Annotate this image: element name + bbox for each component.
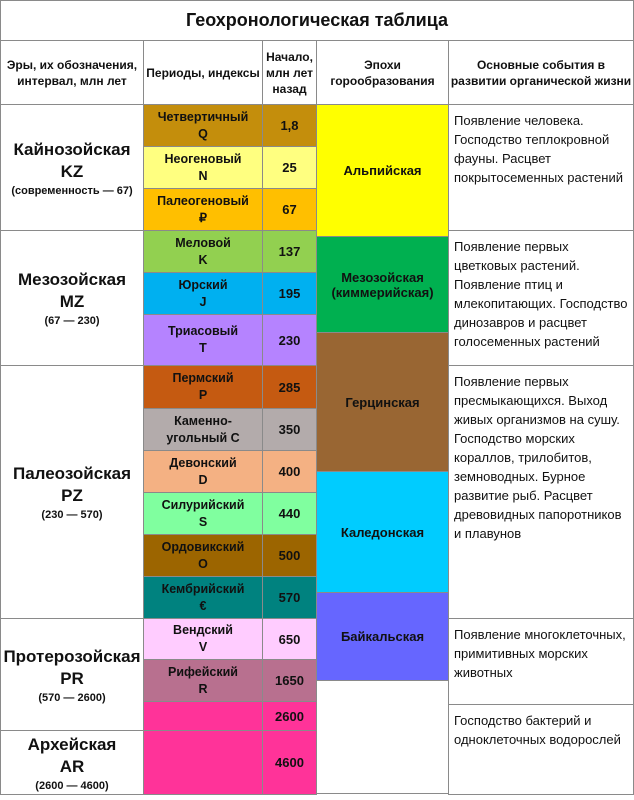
era-name: Палеозойская (12, 464, 132, 483)
period-name: Девонский (169, 455, 237, 470)
orogeny-epoch (316, 104, 449, 237)
period-start: 500 (262, 534, 317, 577)
epoch-name: Альпийская (343, 163, 422, 178)
era-code: AR (59, 756, 85, 776)
period-start: 1,8 (262, 104, 317, 147)
period-index: угольный C (166, 430, 240, 445)
epoch-name: Мезозойская (киммерийская) (331, 269, 434, 300)
events-cell: Появление человека. Господство теплокровной фауны. Расцвет покрытосеменных растений (448, 104, 634, 231)
period-cell (143, 659, 263, 702)
period-cell (143, 146, 263, 189)
period-name: Пермский (172, 371, 234, 385)
period-name: Силурийский (161, 497, 245, 512)
period-index: J (199, 294, 207, 309)
orogeny-epoch (316, 332, 449, 472)
period-start: 4600 (262, 730, 317, 795)
header-start: Начало, млн лет назад (262, 40, 317, 105)
period-index: O (198, 556, 208, 571)
period-start: 285 (262, 365, 317, 409)
era-name: Протерозойская (3, 646, 141, 666)
period-cell (143, 730, 263, 795)
period-cell (143, 104, 263, 147)
period-cell (143, 314, 263, 366)
era-code: MZ (59, 292, 85, 311)
period-cell (143, 576, 263, 619)
period-cell (143, 365, 263, 409)
header-epochs: Эпохи горообразования (316, 40, 449, 105)
events-cell: Появление первых цветковых растений. Появление птиц и млекопитающих. Господство динозавров и расцвет голосеменных растений (448, 230, 634, 366)
period-start: 230 (262, 314, 317, 366)
era-range: (современность — 67) (11, 184, 133, 197)
era-range: (2600 — 4600) (35, 779, 109, 792)
period-index: S (198, 514, 208, 529)
period-cell (143, 534, 263, 577)
epoch-name: Герцинская (345, 394, 420, 410)
period-index: T (199, 341, 207, 355)
era-code: PR (60, 668, 84, 688)
empty-epoch-cell (316, 680, 449, 794)
period-name: Четвертичный (157, 109, 249, 124)
period-cell (143, 492, 263, 535)
period-name: Палеогеновый (157, 193, 249, 208)
period-name: Кембрийский (161, 581, 245, 596)
period-name: Каменно- (174, 413, 232, 428)
era-range: (570 — 2600) (38, 691, 106, 704)
era-name: Кайнозойская (13, 139, 131, 159)
period-cell (143, 618, 263, 660)
period-start: 570 (262, 576, 317, 619)
events-cell: Появление многоклеточных, примитивных морских животных (448, 618, 634, 705)
events-cell: Появление первых пресмыкающихся. Выход живых организмов на сушу. Господство морских кораллов, трилобитов, земноводных. Бурное развитие рыб. Расцвет древовидных папоротников и плавунов (448, 365, 634, 619)
period-name: Неогеновый (164, 151, 242, 166)
period-start: 1650 (262, 659, 317, 702)
period-start: 350 (262, 408, 317, 451)
period-name: Юрский (178, 277, 228, 292)
period-index: V (198, 640, 208, 654)
period-start: 25 (262, 146, 317, 189)
period-start: 137 (262, 230, 317, 273)
period-name: Триасовый (167, 324, 239, 338)
period-index: Q (198, 126, 208, 141)
period-name: Ордовикский (161, 539, 245, 554)
era-name: Мезозойская (17, 270, 126, 289)
orogeny-epoch (316, 471, 449, 593)
era-cell (0, 365, 144, 619)
era-cell (0, 230, 144, 366)
period-cell (143, 230, 263, 273)
period-cell (143, 408, 263, 451)
header-periods: Периоды, индексы (143, 40, 263, 105)
era-range: (230 — 570) (41, 509, 103, 521)
period-index: € (199, 598, 207, 613)
period-cell (143, 188, 263, 231)
era-cell (0, 618, 144, 731)
period-name: Меловой (175, 235, 231, 250)
period-index: P (198, 388, 208, 402)
era-name: Архейская (27, 734, 117, 754)
table-title: Геохронологическая таблица (0, 0, 634, 41)
period-cell (143, 450, 263, 493)
period-start: 400 (262, 450, 317, 493)
period-start: 67 (262, 188, 317, 231)
period-start: 2600 (262, 701, 317, 731)
period-name: Рифейский (167, 664, 238, 679)
period-cell (143, 701, 263, 731)
period-name: Вендский (173, 623, 233, 637)
era-code: PZ (61, 486, 83, 505)
period-index: N (198, 168, 208, 183)
period-cell (143, 272, 263, 315)
period-index: R (198, 681, 208, 696)
period-start: 195 (262, 272, 317, 315)
events-cell: Господство бактерий и одноклеточных водорослей (448, 704, 634, 795)
orogeny-epoch (316, 592, 449, 681)
era-code: KZ (60, 161, 84, 181)
era-cell (0, 730, 144, 795)
period-index: ₽ (199, 210, 207, 225)
period-start: 440 (262, 492, 317, 535)
period-index: K (198, 252, 208, 267)
epoch-name: Байкальская (340, 629, 425, 644)
header-events: Основные события в развитии органической жизни (448, 40, 634, 105)
period-index: D (198, 472, 208, 487)
orogeny-epoch (316, 236, 449, 333)
epoch-name: Каледонская (340, 524, 425, 540)
period-start: 650 (262, 618, 317, 660)
header-eras: Эры, их обозначения, интервал, млн лет (0, 40, 144, 105)
era-range: (67 — 230) (44, 315, 100, 327)
era-cell (0, 104, 144, 231)
